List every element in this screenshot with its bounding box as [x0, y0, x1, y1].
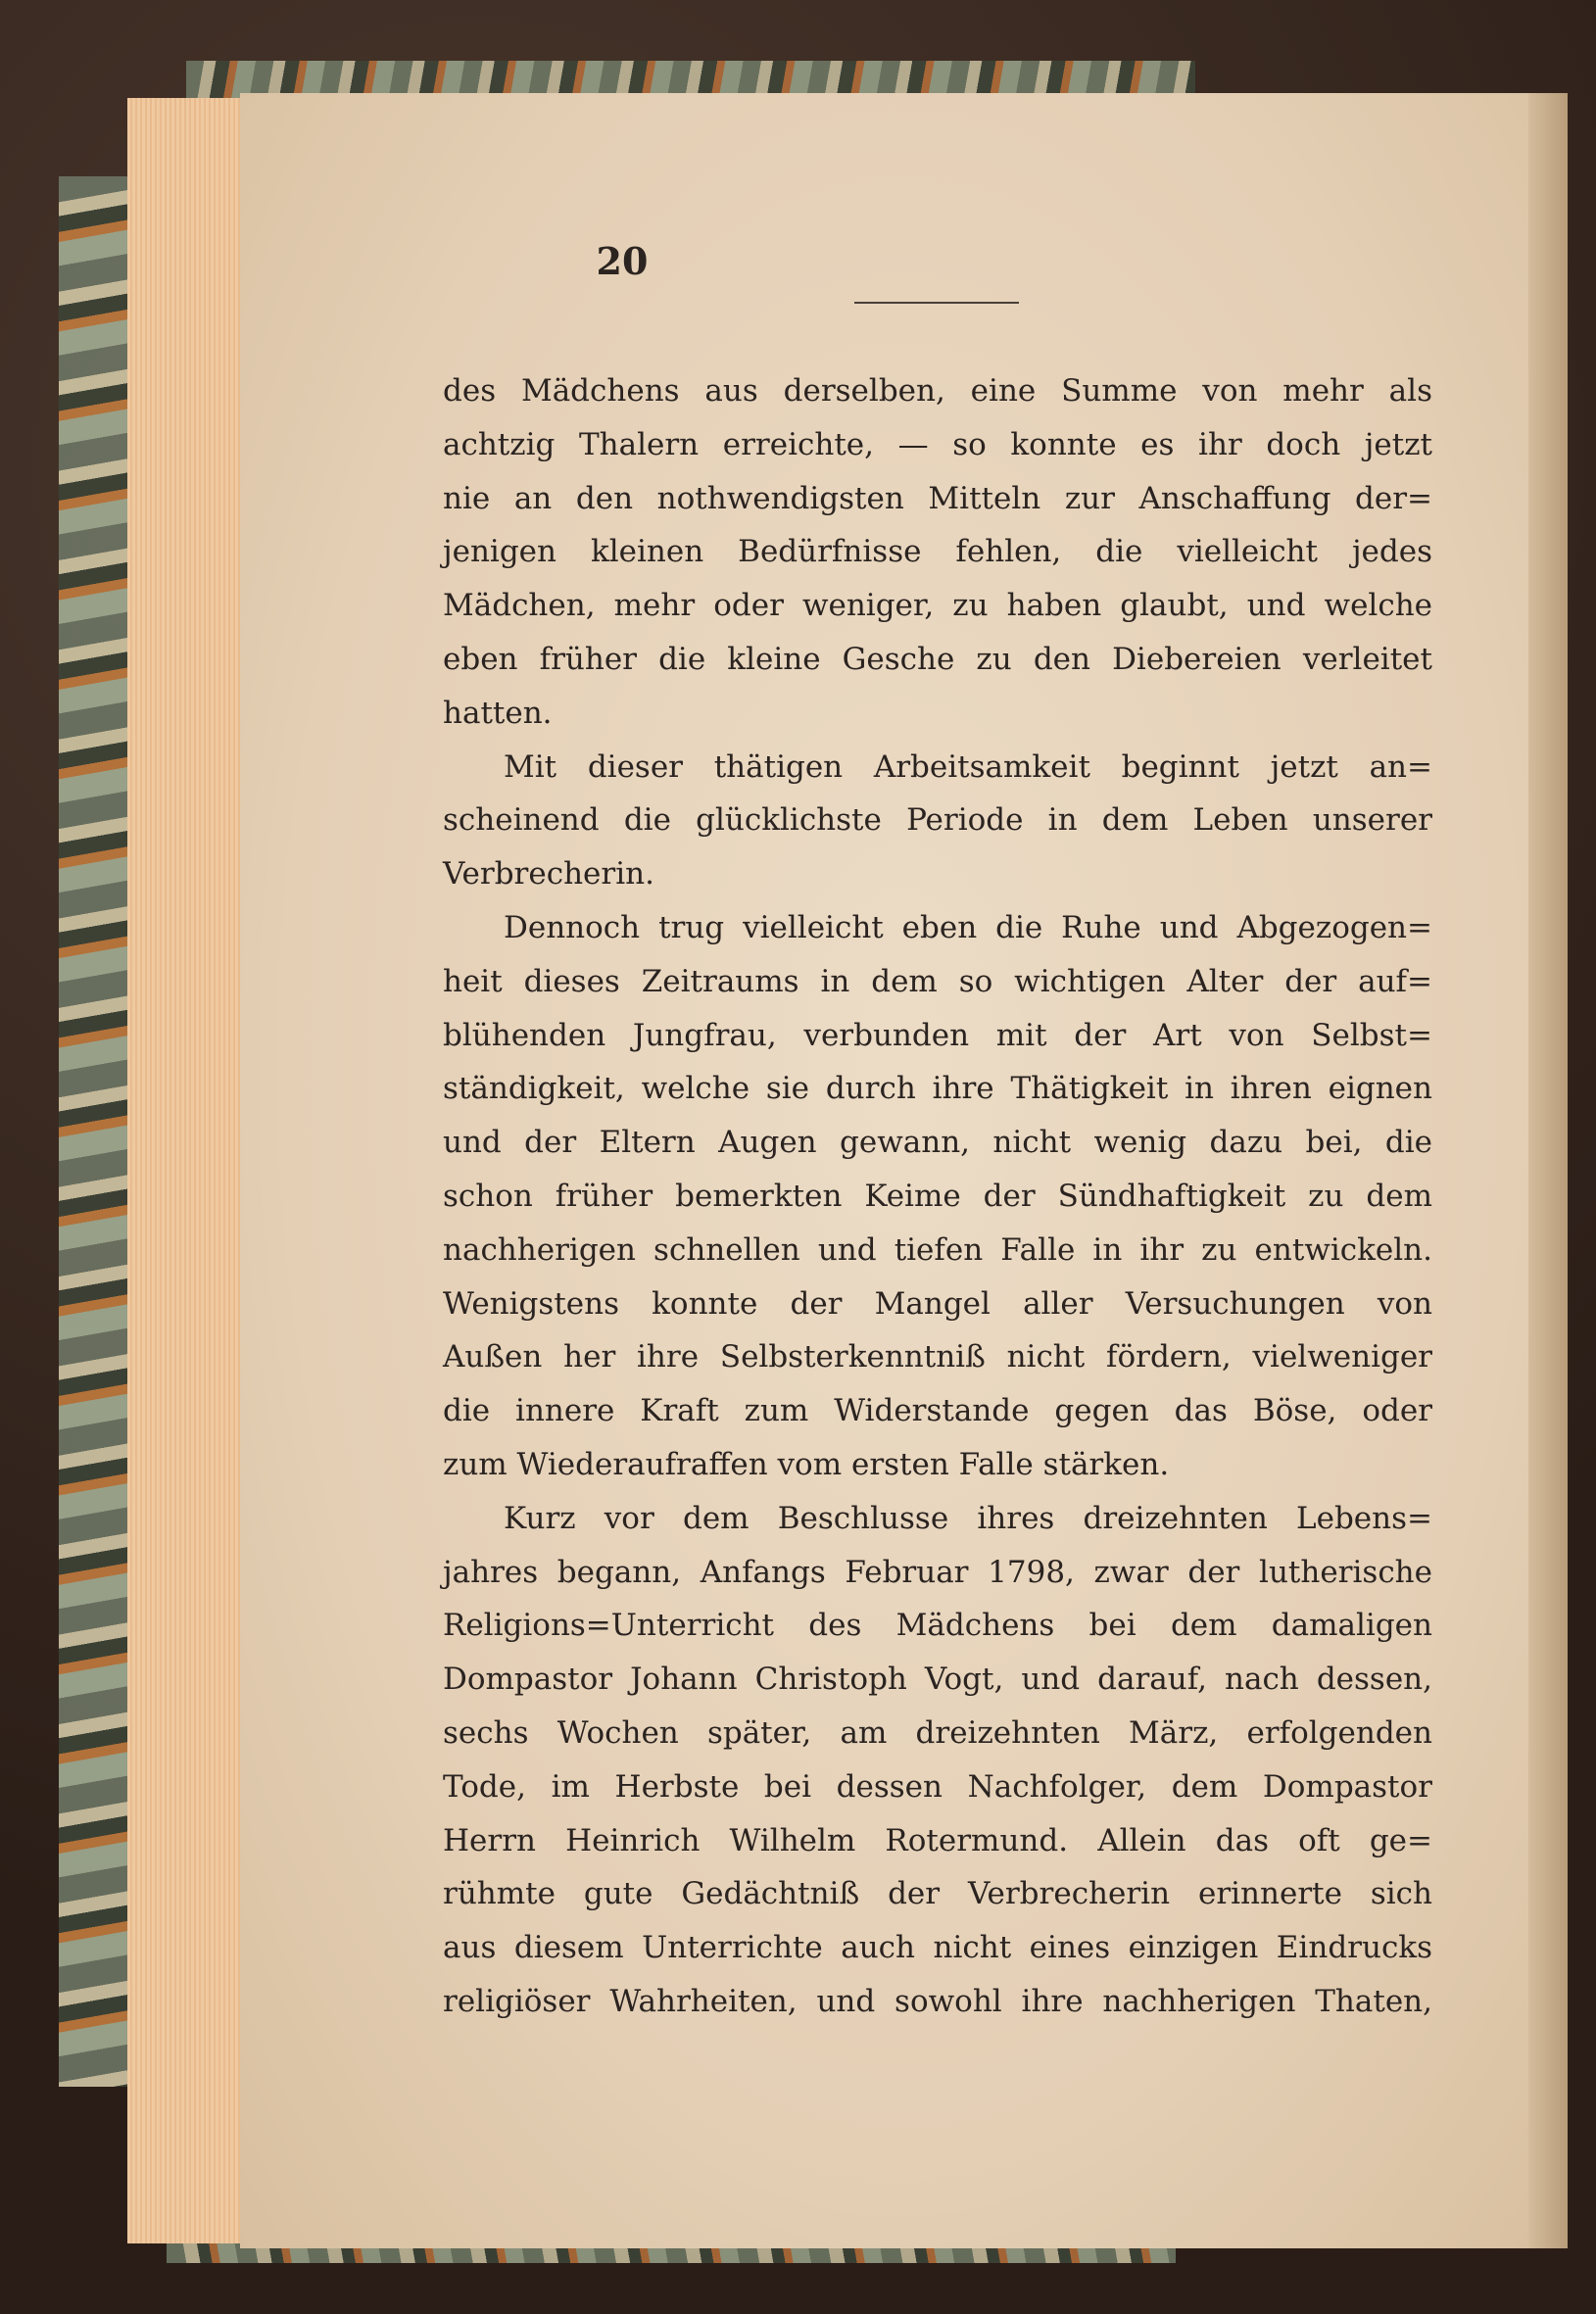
text-line: Tode, im Herbste bei dessen Nachfolger, dem Dompastor	[443, 1768, 1432, 1805]
marbled-edge-left	[59, 176, 129, 2087]
page-number: 20	[596, 239, 649, 283]
text-line: aus diesem Unterrichte auch nicht eines einzigen Eindrucks	[443, 1930, 1432, 1966]
text-line: blühenden Jungfrau, verbunden mit der Art von Selbst=	[443, 1017, 1432, 1053]
text-line: hatten.	[443, 695, 553, 731]
text-line: eben früher die kleine Gesche zu den Diebereien verleitet	[443, 641, 1432, 677]
body-text	[443, 364, 1432, 2029]
text-line: Außen her ihre Selbsterkenntniß nicht fördern, vielweniger	[443, 1339, 1432, 1375]
text-line: des Mädchens aus derselben, eine Summe von mehr als	[443, 373, 1432, 409]
page-block-edge	[127, 98, 245, 2243]
text-line: Dennoch trug vielleicht eben die Ruhe und Abgezogen=	[504, 909, 1432, 945]
text-line: Mädchen, mehr oder weniger, zu haben glaubt, und welche	[443, 588, 1432, 624]
text-line: Verbrecherin.	[443, 856, 654, 892]
text-line: Wenigstens konnte der Mangel aller Versuchungen von	[443, 1285, 1432, 1322]
text-line: Kurz vor dem Beschlusse ihres dreizehnten Lebens=	[504, 1500, 1432, 1536]
text-line: jenigen kleinen Bedürfnisse fehlen, die vielleicht jedes	[443, 534, 1432, 570]
text-line: rühmte gute Gedächtniß der Verbrecherin erinnerte sich	[443, 1876, 1432, 1912]
text-line: scheinend die glücklichste Periode in dem Leben unserer	[443, 802, 1432, 839]
text-line: Herrn Heinrich Wilhelm Rotermund. Allein das oft ge=	[443, 1822, 1432, 1858]
text-line: die innere Kraft zum Widerstande gegen das Böse, oder	[443, 1393, 1432, 1429]
text-line: sechs Wochen später, am dreizehnten März, erfolgenden	[443, 1714, 1432, 1751]
page-gutter	[1528, 93, 1568, 2248]
text-line: religiöser Wahrheiten, und sowohl ihre nachherigen Thaten,	[443, 1983, 1432, 2019]
text-line: ständigkeit, welche sie durch ihre Thätigkeit in ihren eignen	[443, 1071, 1432, 1107]
header-rule	[854, 302, 1019, 304]
text-line: und der Eltern Augen gewann, nicht wenig dazu bei, die	[443, 1125, 1432, 1161]
text-line: zum Wiederaufraffen vom ersten Falle stärken.	[443, 1446, 1170, 1482]
text-line: achtzig Thalern erreichte, — so konnte es ihr doch jetzt	[443, 426, 1432, 462]
text-line: nie an den nothwendigsten Mitteln zur Anschaffung der=	[443, 480, 1432, 516]
text-line: heit dieses Zeitraums in dem so wichtigen Alter der auf=	[443, 963, 1432, 999]
text-line: Dompastor Johann Christoph Vogt, und darauf, nach dessen,	[443, 1662, 1432, 1698]
text-line: Religions=Unterricht des Mädchens bei dem damaligen	[443, 1608, 1432, 1644]
text-line: jahres begann, Anfangs Februar 1798, zwar der lutherische	[443, 1554, 1432, 1590]
text-line: nachherigen schnellen und tiefen Falle in ihr zu entwickeln.	[443, 1231, 1432, 1268]
text-line: schon früher bemerkten Keime der Sündhaftigkeit zu dem	[443, 1178, 1432, 1214]
text-line: Mit dieser thätigen Arbeitsamkeit beginnt jetzt an=	[504, 748, 1432, 785]
